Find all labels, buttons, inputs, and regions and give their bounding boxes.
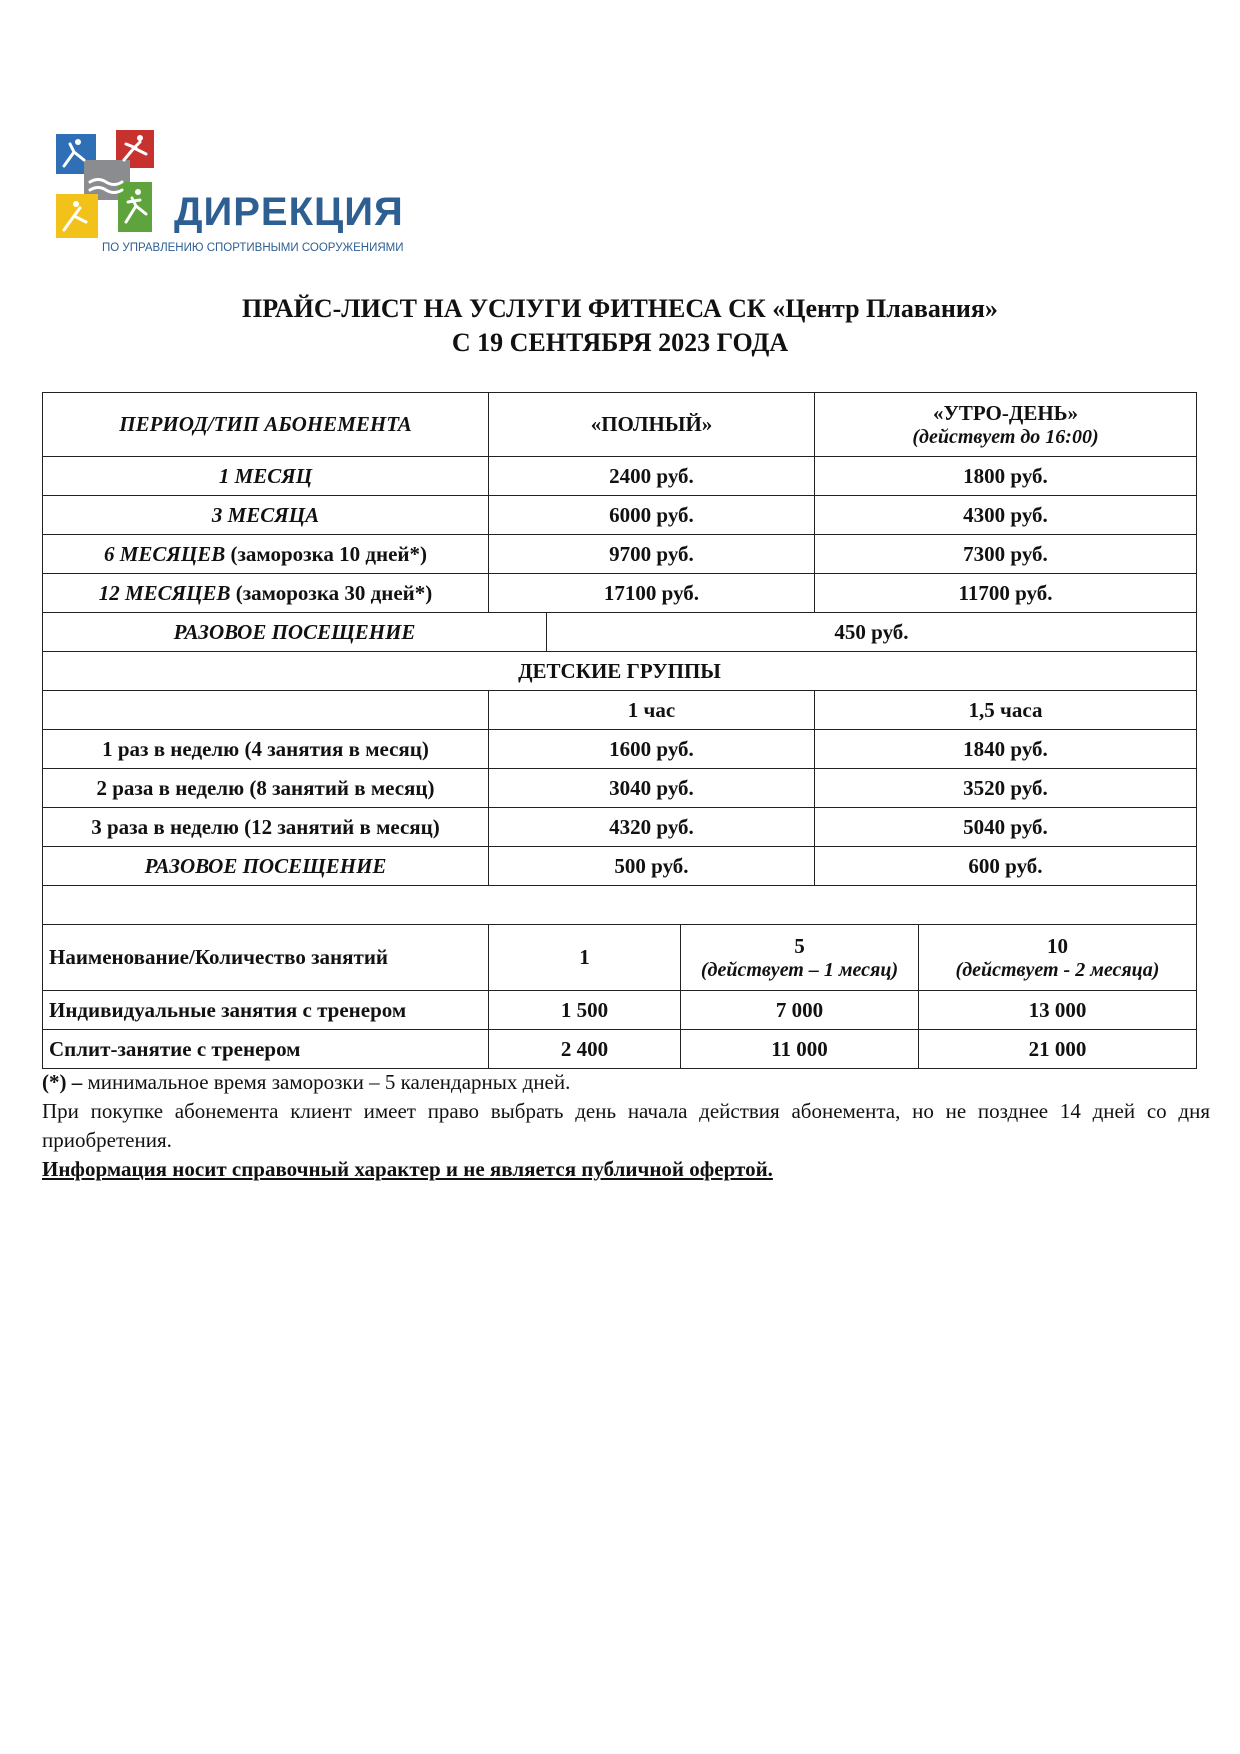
logo-subtitle: ПО УПРАВЛЕНИЮ СПОРТИВНЫМИ СООРУЖЕНИЯМИ bbox=[102, 242, 404, 254]
kids-single-visit-label: РАЗОВОЕ ПОСЕЩЕНИЕ bbox=[43, 847, 489, 886]
table-row bbox=[43, 1030, 1197, 1069]
trainer-price-1: 2 400 bbox=[489, 1030, 681, 1069]
trainer-price-10: 13 000 bbox=[919, 991, 1197, 1030]
header-morning bbox=[815, 393, 1197, 457]
kids-single-price-2: 600 руб. bbox=[815, 847, 1197, 886]
row-period bbox=[43, 457, 489, 496]
period-label: 6 МЕСЯЦЕВ bbox=[103, 541, 226, 566]
empty-cell bbox=[43, 691, 489, 730]
single-visit-row bbox=[43, 613, 1197, 652]
trainer-header-name: Наименование/Количество занятий bbox=[43, 925, 489, 991]
trainer-header-10-label: 10 bbox=[1047, 933, 1068, 958]
kids-section-title: ДЕТСКИЕ ГРУППЫ bbox=[43, 652, 1197, 691]
freeze-note: (заморозка 10 дней*) bbox=[225, 541, 427, 566]
trainer-header-5-label: 5 bbox=[794, 933, 805, 958]
trainer-row-name: Сплит-занятие с тренером bbox=[43, 1030, 489, 1069]
period-label: 1 МЕСЯЦ bbox=[218, 463, 313, 488]
kids-price-2: 3520 руб. bbox=[815, 769, 1197, 808]
trainer-price-1: 1 500 bbox=[489, 991, 681, 1030]
period-label: 12 МЕСЯЦЕВ bbox=[98, 580, 231, 605]
price-full: 2400 руб. bbox=[489, 457, 815, 496]
kids-price-2: 1840 руб. bbox=[815, 730, 1197, 769]
kids-price-1: 3040 руб. bbox=[489, 769, 815, 808]
table-header-row bbox=[43, 393, 1197, 457]
price-morning: 1800 руб. bbox=[815, 457, 1197, 496]
price-full: 6000 руб. bbox=[489, 496, 815, 535]
trainer-header-5 bbox=[681, 925, 919, 991]
trainer-table bbox=[42, 924, 1197, 1069]
trainer-header-10 bbox=[919, 925, 1197, 991]
row-period bbox=[43, 574, 489, 613]
header-morning-note: (действует до 16:00) bbox=[912, 425, 1099, 448]
asterisk-text: минимальное время заморозки – 5 календарных дней. bbox=[82, 1070, 571, 1094]
freeze-note: (заморозка 30 дней*) bbox=[230, 580, 433, 605]
table-row bbox=[43, 769, 1197, 808]
header-morning-label: «УТРО-ДЕНЬ» bbox=[932, 400, 1079, 425]
price-full: 9700 руб. bbox=[489, 535, 815, 574]
kids-duration-row bbox=[43, 691, 1197, 730]
trainer-header-5-note: (действует – 1 месяц) bbox=[700, 958, 899, 981]
logo-emblem-icon bbox=[56, 130, 176, 260]
freeze-footnote bbox=[42, 1068, 1210, 1097]
duration-2: 1,5 часа bbox=[815, 691, 1197, 730]
spacer-cell bbox=[43, 886, 1197, 925]
logo-wordmark: ДИРЕКЦИЯ bbox=[174, 190, 404, 234]
single-visit-label: РАЗОВОЕ ПОСЕЩЕНИЕ bbox=[43, 613, 547, 652]
table-row bbox=[43, 808, 1197, 847]
period-label: 3 МЕСЯЦА bbox=[211, 502, 320, 527]
header-full: «ПОЛНЫЙ» bbox=[489, 393, 815, 457]
table-row bbox=[43, 457, 1197, 496]
kids-price-1: 1600 руб. bbox=[489, 730, 815, 769]
table-row bbox=[43, 991, 1197, 1030]
kids-section-row bbox=[43, 652, 1197, 691]
table-row bbox=[43, 730, 1197, 769]
spacer-row bbox=[43, 886, 1197, 925]
price-morning: 7300 руб. bbox=[815, 535, 1197, 574]
kids-single-visit-row bbox=[43, 847, 1197, 886]
price-morning: 11700 руб. bbox=[815, 574, 1197, 613]
disclaimer: Информация носит справочный характер и не является публичной офертой. bbox=[42, 1157, 773, 1181]
trainer-header-1: 1 bbox=[489, 925, 681, 991]
title-line-2: С 19 СЕНТЯБРЯ 2023 ГОДА bbox=[451, 328, 789, 357]
price-morning: 4300 руб. bbox=[815, 496, 1197, 535]
page-title bbox=[0, 292, 1240, 360]
single-visit-price: 450 руб. bbox=[547, 613, 1197, 652]
row-period bbox=[43, 496, 489, 535]
trainer-price-5: 11 000 bbox=[681, 1030, 919, 1069]
organization-logo bbox=[56, 130, 404, 270]
footnotes bbox=[42, 1068, 1210, 1184]
trainer-price-10: 21 000 bbox=[919, 1030, 1197, 1069]
kids-single-price-1: 500 руб. bbox=[489, 847, 815, 886]
asterisk-mark: (*) – bbox=[42, 1070, 83, 1094]
kids-price-1: 4320 руб. bbox=[489, 808, 815, 847]
trainer-header-10-note: (действует - 2 месяца) bbox=[955, 958, 1160, 981]
header-period: ПЕРИОД/ТИП АБОНЕМЕНТА bbox=[43, 393, 489, 457]
purchase-note: При покупке абонемента клиент имеет право выбрать день начала действия абонемента, но не позднее 14 дней со дня приобретения. bbox=[42, 1099, 1210, 1152]
table-row bbox=[43, 535, 1197, 574]
kids-label: 3 раза в неделю (12 занятий в месяц) bbox=[43, 808, 489, 847]
trainer-header-row bbox=[43, 925, 1197, 991]
kids-label: 1 раз в неделю (4 занятия в месяц) bbox=[43, 730, 489, 769]
kids-price-2: 5040 руб. bbox=[815, 808, 1197, 847]
trainer-row-name: Индивидуальные занятия с тренером bbox=[43, 991, 489, 1030]
table-row bbox=[43, 496, 1197, 535]
title-line-1: ПРАЙС-ЛИСТ НА УСЛУГИ ФИТНЕСА СК «Центр Плавания» bbox=[242, 294, 998, 323]
row-period bbox=[43, 535, 489, 574]
subscriptions-table bbox=[42, 392, 1197, 925]
trainer-price-5: 7 000 bbox=[681, 991, 919, 1030]
price-full: 17100 руб. bbox=[489, 574, 815, 613]
kids-label: 2 раза в неделю (8 занятий в месяц) bbox=[43, 769, 489, 808]
duration-1: 1 час bbox=[489, 691, 815, 730]
table-row bbox=[43, 574, 1197, 613]
